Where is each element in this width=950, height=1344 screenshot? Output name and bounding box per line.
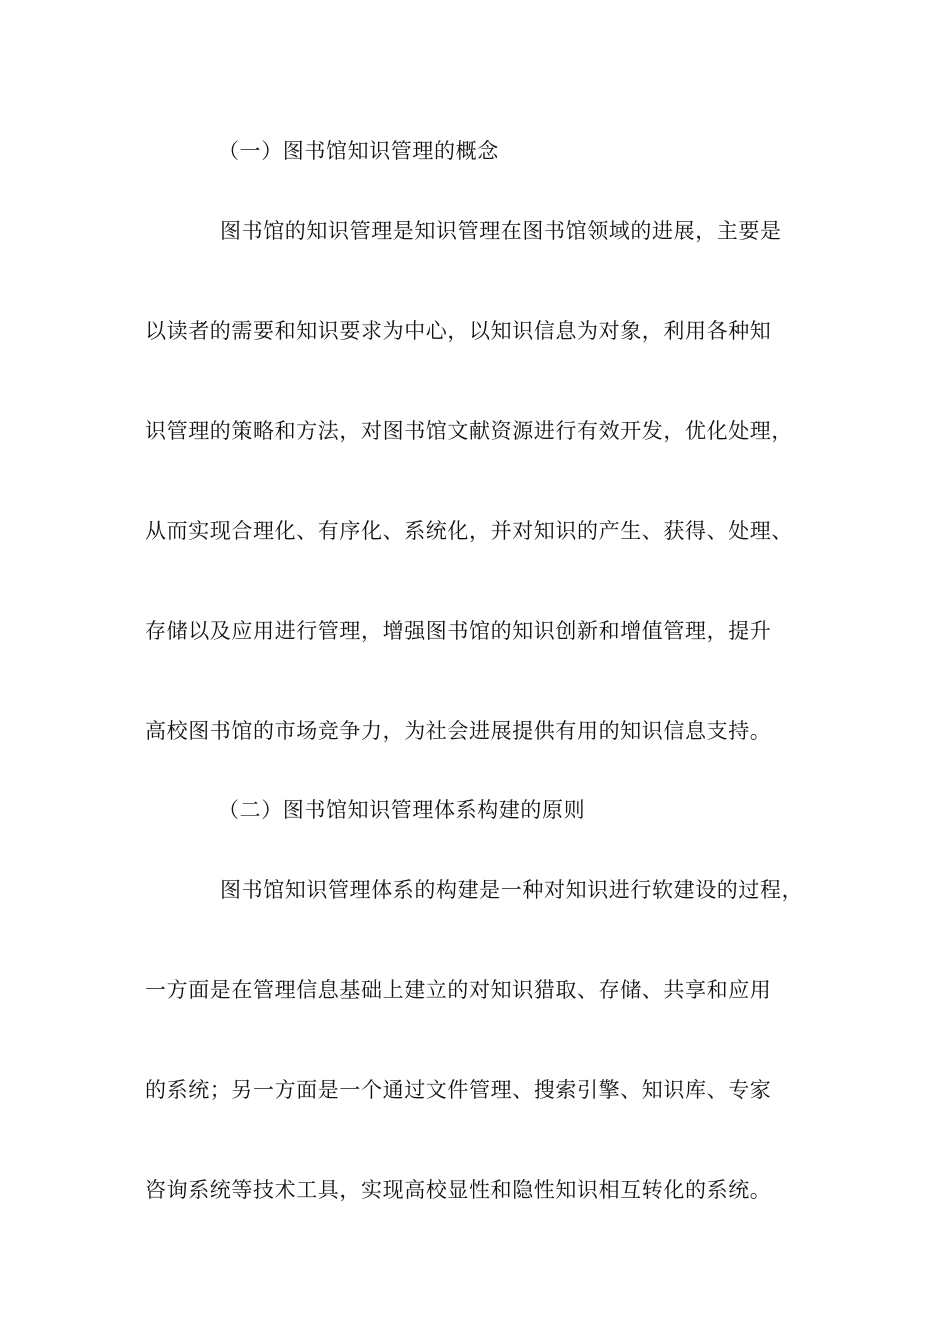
paragraph-line: 存储以及应用进行管理，增强图书馆的知识创新和增值管理，提升	[145, 619, 772, 643]
section-heading: （一）图书馆知识管理的概念	[218, 139, 499, 163]
paragraph-line: 图书馆知识管理体系的构建是一种对知识进行软建设的过程，	[220, 878, 804, 902]
paragraph-line: 识管理的策略和方法，对图书馆文献资源进行有效开发，优化处理，	[145, 419, 793, 443]
paragraph-line: 从而实现合理化、有序化、系统化，并对知识的产生、获得、处理、	[145, 519, 793, 543]
paragraph-line: 的系统；另一方面是一个通过文件管理、搜索引擎、知识库、专家	[145, 1078, 772, 1102]
section-heading: （二）图书馆知识管理体系构建的原则	[218, 798, 586, 822]
paragraph-line: 图书馆的知识管理是知识管理在图书馆领域的进展，主要是	[220, 219, 782, 243]
paragraph-line: 以读者的需要和知识要求为中心，以知识信息为对象，利用各种知	[145, 319, 772, 343]
paragraph-line: 咨询系统等技术工具，实现高校显性和隐性知识相互转化的系统。	[145, 1178, 772, 1202]
paragraph-line: 高校图书馆的市场竞争力，为社会进展提供有用的知识信息支持。	[145, 719, 772, 743]
paragraph-line: 一方面是在管理信息基础上建立的对知识猎取、存储、共享和应用	[145, 978, 772, 1002]
